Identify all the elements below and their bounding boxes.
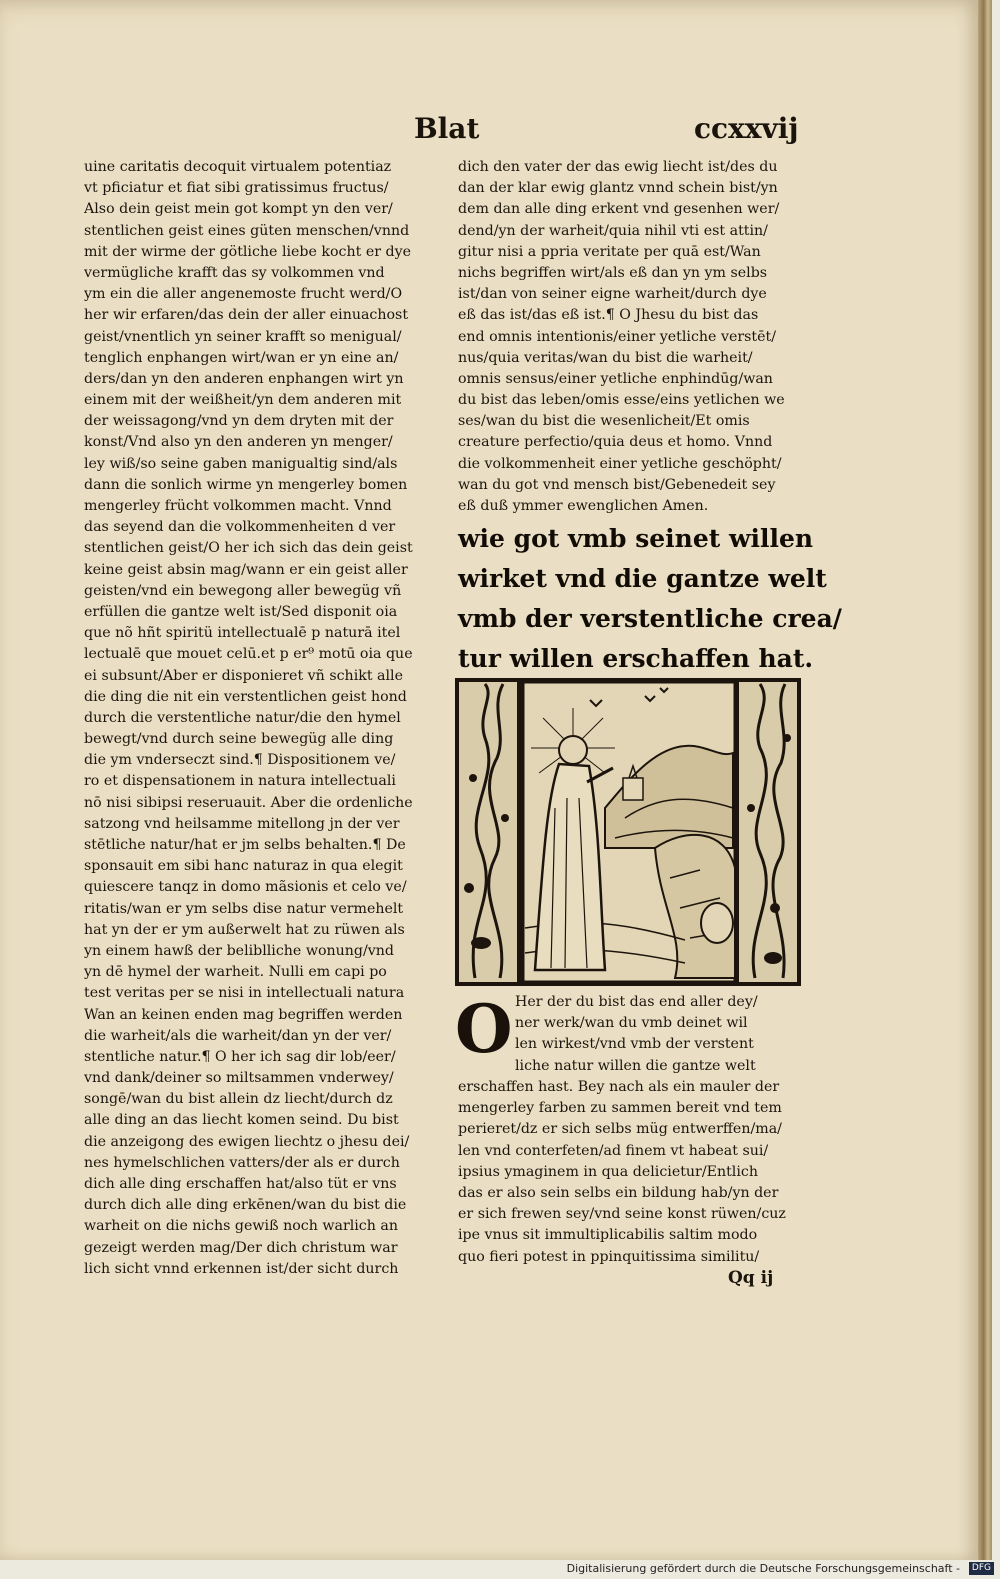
text-line: len vnd conterfeten/ad finem vt habeat sui/ bbox=[458, 1142, 769, 1159]
text-line: stentlichen geist/O her ich sich das dein geist bbox=[84, 540, 413, 557]
text-line: stentlichen geist eines güten menschen/vnnd bbox=[84, 222, 410, 239]
text-line: lich sicht vnnd erkennen ist/der sicht durch bbox=[84, 1260, 399, 1277]
text-line: erfüllen die gantze welt ist/Sed disponit oia bbox=[84, 603, 398, 620]
text-line: geist/vnentlich yn seiner krafft so menigual/ bbox=[84, 328, 402, 345]
text-line: eß das ist/das eß ist.¶ O Jhesu du bist das bbox=[458, 307, 759, 324]
text-line: vermügliche krafft das sy volkommen vnd bbox=[84, 264, 385, 281]
text-line: stētliche natur/hat er jm selbs behalten.¶ De bbox=[84, 837, 406, 853]
text-line: dan der klar ewig glantz vnnd schein bist/yn bbox=[458, 180, 778, 197]
text-line: ses/wan du bist die wesenlicheit/Et omis bbox=[458, 413, 750, 430]
text-line: ym ein die aller angenemoste frucht werd/O bbox=[84, 286, 403, 303]
page-edge bbox=[978, 0, 992, 1560]
text-line: die ding die nit ein verstentlichen geist hond bbox=[84, 688, 407, 705]
text-line: ipsius ymaginem in qua delicietur/Entlich bbox=[458, 1163, 758, 1180]
text-line: die anzeigong des ewigen liechtz o jhesu dei/ bbox=[84, 1133, 410, 1150]
text-line: konst/Vnd also yn den anderen yn menger/ bbox=[84, 434, 393, 451]
digitization-footer bbox=[0, 1560, 1000, 1579]
text-line: ritatis/wan er ym selbs dise natur vermehelt bbox=[84, 900, 404, 917]
text-line: ner werk/wan du vmb deinet wil bbox=[515, 1015, 748, 1032]
text-line: geisten/vnd ein bewegong aller bewegüg vñ bbox=[84, 582, 402, 599]
text-line: liche natur willen die gantze welt bbox=[515, 1057, 756, 1074]
text-line: yn dē hymel der warheit. Nulli em capi po bbox=[84, 964, 387, 981]
text-line: durch dich alle ding erkēnen/wan du bist die bbox=[84, 1197, 407, 1214]
heading-line: vmb der verstentliche crea/ bbox=[458, 604, 842, 633]
text-line: dem dan alle ding erkent vnd gesenhen wer/ bbox=[458, 201, 780, 218]
heading-line: tur willen erschaffen hat. bbox=[458, 644, 814, 673]
text-line: dann die sonlich wirme yn mengerley bomen bbox=[84, 476, 408, 493]
text-line: her wir erfaren/das dein der aller einuachost bbox=[84, 307, 409, 324]
text-line: alle ding an das liecht komen seind. Du bist bbox=[84, 1112, 399, 1129]
decorated-initial-o: O bbox=[455, 990, 513, 1068]
text-line: nus/quia veritas/wan du bist die warheit/ bbox=[458, 349, 753, 366]
text-line: satzong vnd heilsamme mitellong jn der ver bbox=[84, 815, 400, 832]
text-line: das er also sein selbs ein bildung hab/yn der bbox=[458, 1184, 779, 1201]
text-line: die ym vnderseczt sind.¶ Dispositionem ve/ bbox=[84, 752, 396, 769]
text-line: gezeigt werden mag/Der dich christum war bbox=[84, 1239, 398, 1256]
text-line: keine geist absin mag/wann er ein geist aller bbox=[84, 561, 408, 578]
text-line: bewegt/vnd durch seine bewegüg alle ding bbox=[84, 731, 394, 748]
text-line: mengerley frücht volkommen macht. Vnnd bbox=[84, 498, 392, 514]
text-line: que nõ hñt spiritü intellectualē p naturā itel bbox=[84, 625, 401, 642]
text-line: eß duß ymmer ewenglichen Amen. bbox=[458, 498, 709, 514]
text-line: songē/wan du bist allein dz liecht/durch dz bbox=[84, 1091, 393, 1108]
text-line: erschaffen hast. Bey nach als ein mauler der bbox=[458, 1079, 780, 1095]
text-line: uine caritatis decoquit virtualem potentiaz bbox=[84, 159, 392, 175]
text-line: ro et dispensationem in natura intellectuali bbox=[84, 773, 396, 790]
text-line: das seyend dan die volkommenheiten d ver bbox=[84, 519, 396, 536]
text-line: mit der wirme der götliche liebe kocht er dye bbox=[84, 243, 412, 260]
text-line: Her der du bist das end aller dey/ bbox=[515, 994, 758, 1010]
text-line: quo fieri potest in ppinquitissima similitu/ bbox=[458, 1248, 760, 1265]
woodcut-christ-landscape-image bbox=[455, 678, 801, 986]
text-line: durch die verstentliche natur/die den hymel bbox=[84, 709, 401, 726]
text-line: end omnis intentionis/einer yetliche verstēt/ bbox=[458, 328, 776, 345]
text-line: wan du got vnd mensch bist/Gebenedeit sey bbox=[458, 476, 776, 493]
text-line: ders/dan yn den anderen enphangen wirt yn bbox=[84, 370, 404, 387]
text-line: stentliche natur.¶ O her ich sag dir lob/eer/ bbox=[84, 1048, 396, 1065]
text-line: die warheit/als die warheit/dan yn der ver/ bbox=[84, 1027, 392, 1044]
text-line: omnis sensus/einer yetliche enphindūg/wan bbox=[458, 370, 773, 387]
text-line: nes hymelschlichen vatters/der als er durch bbox=[84, 1154, 400, 1171]
text-line: len wirkest/vnd vmb der verstent bbox=[515, 1036, 754, 1053]
text-line: yn einem hawß der beliblliche wonung/vnd bbox=[84, 942, 395, 959]
text-line: die volkommenheit einer yetliche geschöpht/ bbox=[458, 455, 782, 472]
text-line: perieret/dz er sich selbs müg entwerffen/ma/ bbox=[458, 1121, 782, 1138]
text-line: der weissagong/vnd yn dem dryten mit der bbox=[84, 413, 394, 430]
text-line: nichs begriffen wirt/als eß dan yn ym selbs bbox=[458, 264, 768, 281]
text-line: vt pficiatur et fiat sibi gratissimus fructus/ bbox=[84, 180, 389, 197]
text-line: Also dein geist mein got kompt yn den ver/ bbox=[84, 201, 393, 218]
text-line: ist/dan von seiner eigne warheit/durch dye bbox=[458, 286, 767, 303]
signature-mark: Qq ij bbox=[728, 1268, 774, 1288]
text-line: dich alle ding erschaffen hat/also tüt er vns bbox=[84, 1176, 397, 1192]
heading-line: wirket vnd die gantze welt bbox=[458, 564, 827, 593]
woodcut-illustration bbox=[455, 678, 801, 986]
text-line: sponsauit em sibi hanc naturaz in qua elegit bbox=[84, 858, 403, 875]
running-header-folio: ccxxvij bbox=[694, 112, 799, 145]
text-line: ley wiß/so seine gaben manigualtig sind/als bbox=[84, 455, 398, 472]
text-line: Wan an keinen enden mag begriffen werden bbox=[84, 1006, 403, 1023]
text-line: test veritas per se nisi in intellectuali natura bbox=[84, 985, 405, 1002]
right-text-column-top bbox=[458, 157, 785, 517]
text-line: er sich frewen sey/vnd seine konst rüwen/cuz bbox=[458, 1206, 786, 1223]
text-line: ipe vnus sit immultiplicabilis saltim modo bbox=[458, 1227, 758, 1244]
right-text-column-initial-lines bbox=[515, 992, 758, 1077]
text-line: hat yn der er ym außerwelt hat zu rüwen als bbox=[84, 921, 405, 938]
text-line: tenglich enphangen wirt/wan er yn eine an/ bbox=[84, 349, 399, 366]
text-line: warheit on die nichs gewiß noch warlich an bbox=[84, 1218, 398, 1235]
chapter-heading bbox=[458, 519, 842, 679]
text-line: nō nisi sibipsi reseruauit. Aber die ordenliche bbox=[84, 794, 413, 811]
text-line: quiescere tanqz in domo mãsionis et celo ve/ bbox=[84, 879, 407, 896]
text-line: lectualē que mouet celū.et p er⁹ motū oia que bbox=[84, 646, 413, 663]
footer-credit-text: Digitalisierung gefördert durch die Deutsche Forschungsgemeinschaft - bbox=[566, 1562, 960, 1575]
text-line: dend/yn der warheit/quia nihil vti est attin/ bbox=[458, 222, 768, 239]
text-line: vnd dank/deiner so miltsammen vnderwey/ bbox=[84, 1070, 394, 1087]
text-line: ei subsunt/Aber er disponieret vñ schikt alle bbox=[84, 667, 403, 684]
text-line: mengerley farben zu sammen bereit vnd tem bbox=[458, 1100, 782, 1117]
text-line: dich den vater der das ewig liecht ist/des du bbox=[458, 159, 778, 175]
right-text-column-bottom bbox=[458, 1077, 786, 1268]
left-text-column bbox=[84, 157, 413, 1280]
text-line: creature perfectio/quia deus et homo. Vnnd bbox=[458, 434, 773, 451]
text-line: du bist das leben/omis esse/eins yetlichen we bbox=[458, 392, 785, 409]
dfg-logo: DFG bbox=[969, 1562, 994, 1575]
heading-line: wie got vmb seinet willen bbox=[458, 524, 814, 553]
text-line: gitur nisi a ppria veritate per quā est/Wan bbox=[458, 243, 761, 260]
text-line: einem mit der weißheit/yn dem anderen mit bbox=[84, 392, 402, 409]
running-header-left: Blat bbox=[414, 112, 480, 145]
